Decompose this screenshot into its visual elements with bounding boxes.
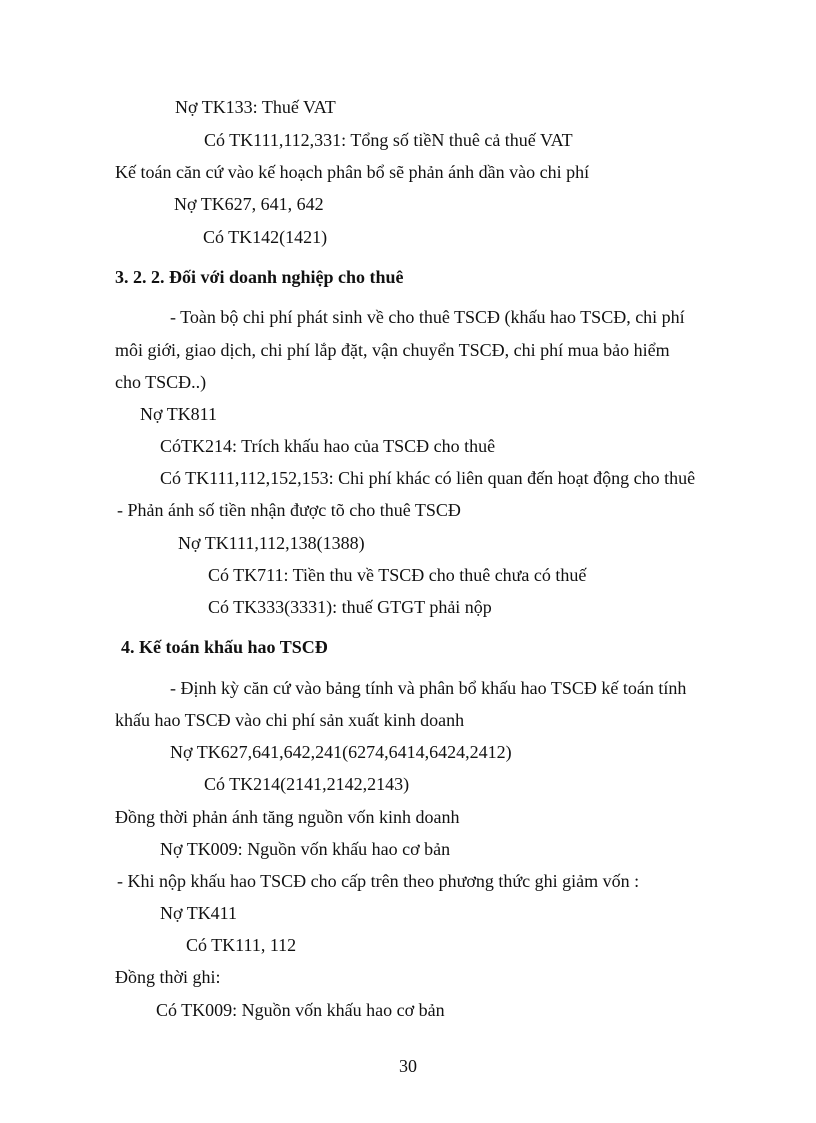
paragraph-text: khấu hao TSCĐ vào chi phí sản xuất kinh doanh — [115, 710, 465, 730]
paragraph-text: - Khi nộp khấu hao TSCĐ cho cấp trên theo phương thức ghi giảm vốn : — [117, 871, 640, 891]
entry-debit-tk811: Nợ TK811 — [140, 404, 218, 424]
paragraph-text: Đồng thời ghi: — [115, 967, 221, 987]
paragraph-text: cho TSCĐ..) — [115, 372, 207, 392]
section-heading-3-2-2: 3. 2. 2. Đối với doanh nghiệp cho thuê — [115, 267, 404, 287]
entry-credit-tk111-112: Có TK111, 112 — [186, 935, 297, 955]
entry-credit-tk111-112-152-153: Có TK111,112,152,153: Chi phí khác có liên quan đến hoạt động cho thuê — [160, 468, 696, 488]
entry-credit-tk333: Có TK333(3331): thuế GTGT phải nộp — [208, 597, 492, 617]
paragraph-text: Đồng thời phản ánh tăng nguồn vốn kinh doanh — [115, 807, 460, 827]
paragraph-text: môi giới, giao dịch, chi phí lắp đặt, vận chuyển TSCĐ, chi phí mua bảo hiểm — [115, 340, 670, 360]
entry-debit-tk411: Nợ TK411 — [160, 903, 238, 923]
entry-debit-tk133: Nợ TK133: Thuế VAT — [175, 97, 336, 117]
section-heading-4: 4. Kế toán khấu hao TSCĐ — [121, 637, 328, 657]
entry-debit-tk111-112-138: Nợ TK111,112,138(1388) — [178, 533, 365, 553]
entry-debit-tk627-641-642-241: Nợ TK627,641,642,241(6274,6414,6424,2412) — [170, 742, 512, 762]
paragraph-text: - Phản ánh số tiền nhận được tõ cho thuê TSCĐ — [117, 500, 461, 520]
entry-credit-tk009: Có TK009: Nguồn vốn khấu hao cơ bản — [156, 1000, 445, 1020]
entry-credit-tk711: Có TK711: Tiền thu về TSCĐ cho thuê chưa có thuế — [208, 565, 587, 585]
paragraph-text: - Định kỳ căn cứ vào bảng tính và phân bổ khấu hao TSCĐ kế toán tính — [170, 678, 687, 698]
entry-debit-tk009: Nợ TK009: Nguồn vốn khấu hao cơ bản — [160, 839, 451, 859]
page-number: 30 — [399, 1056, 417, 1076]
entry-credit-tk214: CóTK214: Trích khấu hao của TSCĐ cho thuê — [160, 436, 496, 456]
entry-debit-tk627: Nợ TK627, 641, 642 — [174, 194, 324, 214]
paragraph-text: Kế toán căn cứ vào kế hoạch phân bổ sẽ phản ánh dần vào chi phí — [115, 162, 590, 182]
entry-credit-tk111-112-331: Có TK111,112,331: Tổng số tiềN thuê cả thuế VAT — [204, 130, 573, 150]
entry-credit-tk214: Có TK214(2141,2142,2143) — [204, 774, 410, 794]
entry-credit-tk142: Có TK142(1421) — [203, 227, 328, 247]
paragraph-text: - Toàn bộ chi phí phát sinh về cho thuê TSCĐ (khấu hao TSCĐ, chi phí — [170, 307, 685, 327]
